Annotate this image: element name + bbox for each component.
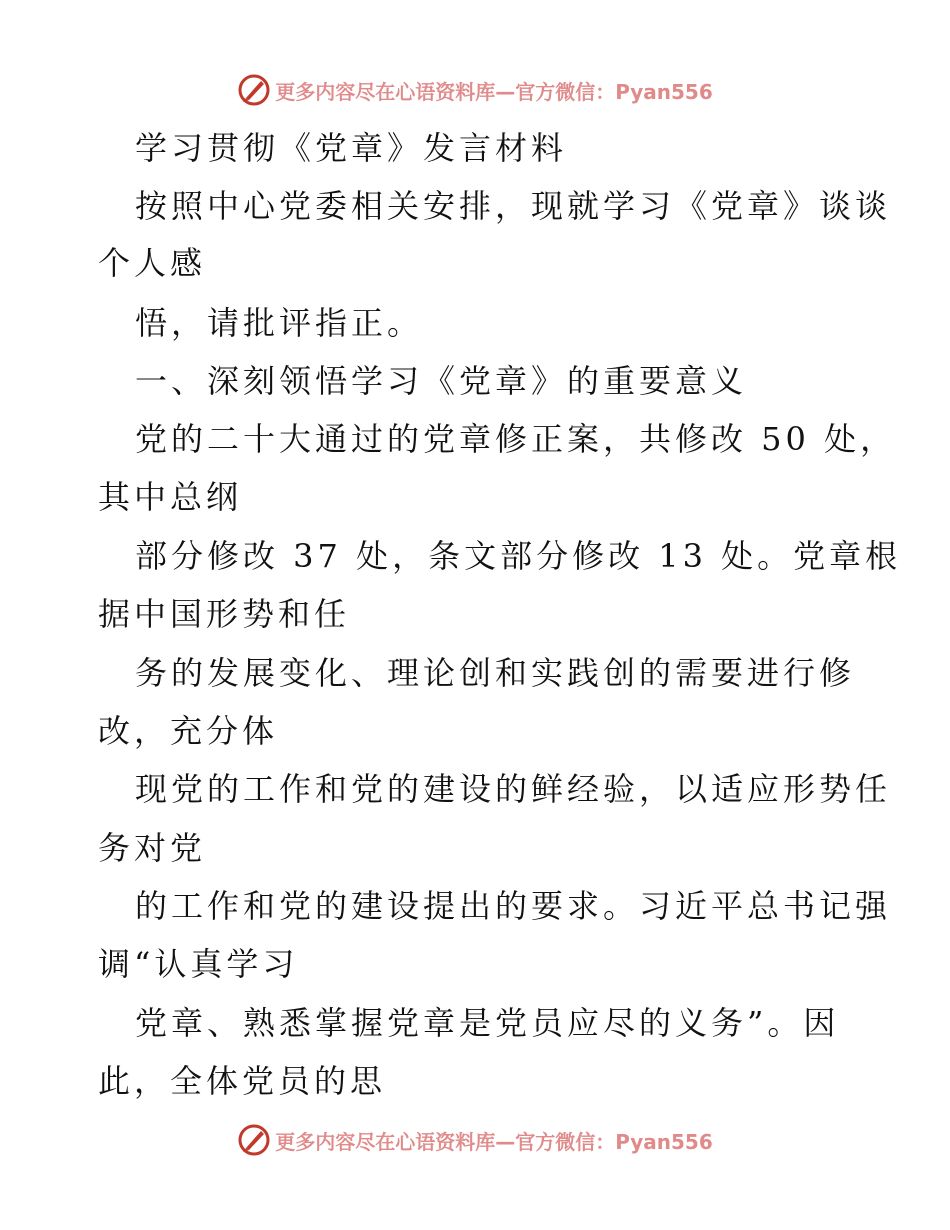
paragraph-line: 据中国形势和任: [98, 595, 351, 633]
paragraph-line: 务对党: [98, 829, 207, 867]
section-heading: 一、深刻领悟学习《党章》的重要意义: [135, 362, 748, 400]
paragraph-line: 调“认真学习: [98, 945, 299, 983]
paragraph-line: 现党的工作和党的建设的鲜经验，以适应形势任: [135, 770, 892, 808]
paragraph-line: 部分修改 37 处，条文部分修改 13 处。党章根: [135, 537, 902, 575]
paragraph-line: 按照中心党委相关安排，现就学习《党章》谈谈: [135, 187, 892, 225]
paragraph-line: 悟，请批评指正。: [135, 304, 424, 342]
paragraph-line: 改，充分体: [98, 712, 279, 750]
paragraph-line: 党的二十大通过的党章修正案，共修改 50 处，: [135, 420, 897, 458]
quill-logo-icon: [237, 1123, 271, 1157]
quill-logo-icon: [237, 73, 271, 107]
paragraph-line: 务的发展变化、理论创和实践创的需要进行修: [135, 654, 856, 692]
footer-watermark-banner: [0, 1120, 950, 1160]
document-title: 学习贯彻《党章》发言材料: [135, 129, 568, 167]
paragraph-line: 此，全体党员的思: [98, 1062, 387, 1100]
paragraph-line: 其中总纲: [98, 478, 243, 516]
paragraph-line: 党章、熟悉掌握党章是党员应尽的义务”。因: [135, 1004, 840, 1042]
paragraph-line: 的工作和党的建设提出的要求。习近平总书记强: [135, 887, 892, 925]
banner-text: 更多内容尽在心语资料库—官方微信：Pyan556: [275, 1129, 713, 1154]
banner-text: 更多内容尽在心语资料库—官方微信：Pyan556: [275, 79, 713, 104]
header-watermark-banner: [0, 70, 950, 110]
paragraph-line: 个人感: [98, 244, 207, 282]
